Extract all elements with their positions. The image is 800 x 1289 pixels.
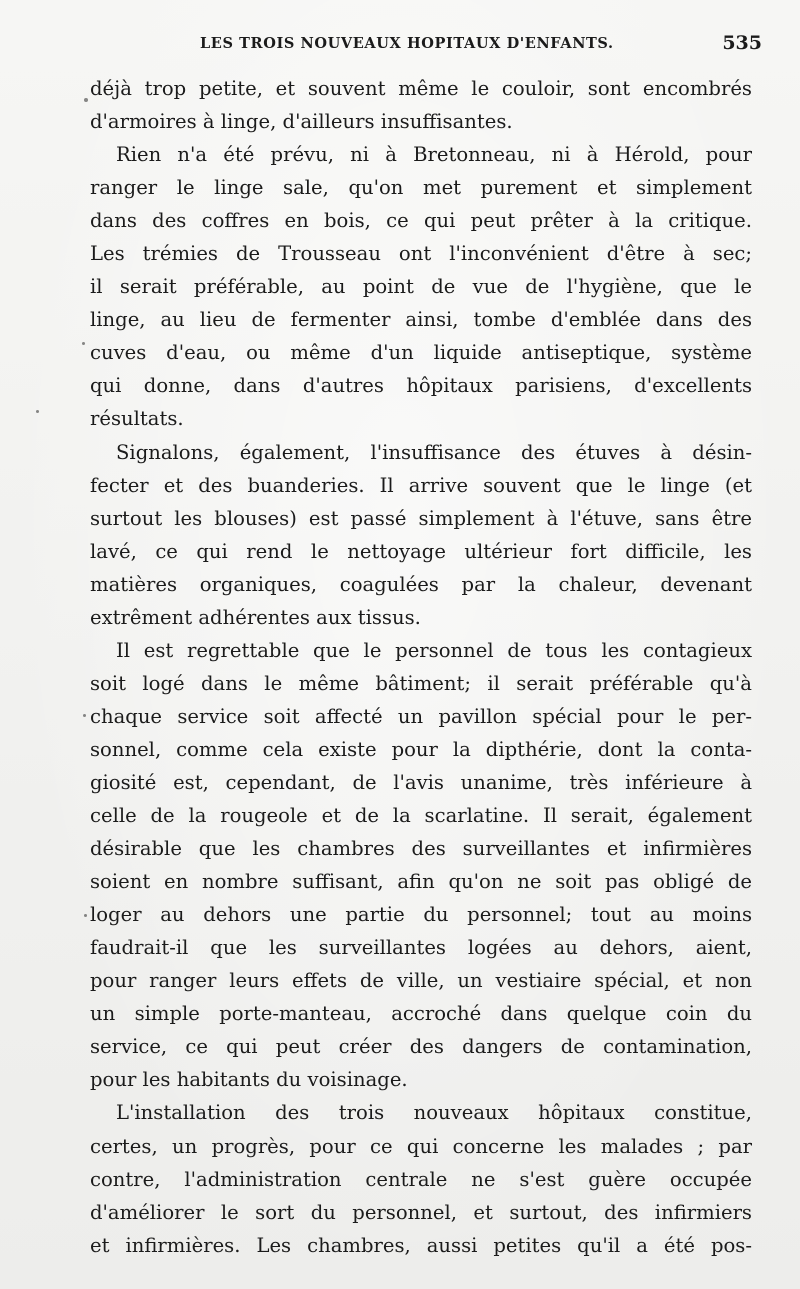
- ink-speck: [82, 342, 85, 345]
- text-line: certes, un progrès, pour ce qui concerne les malades ; par: [90, 1134, 752, 1158]
- text-line: Signalons, également, l'insuffisance des étuves à désin-: [116, 440, 752, 464]
- text-line: désirable que les chambres des surveillantes et infirmières: [90, 837, 752, 861]
- text-line: dans des coffres en bois, ce qui peut prêter à la critique.: [90, 209, 752, 233]
- text-line: soient en nombre suffisant, afin qu'on ne soit pas obligé de: [90, 870, 752, 894]
- running-title: LES TROIS NOUVEAUX HOPITAUX D'ENFANTS.: [200, 35, 614, 52]
- text-line: celle de la rougeole et de la scarlatine. Il serait, également: [90, 804, 752, 828]
- text-line: pour les habitants du voisinage.: [90, 1068, 408, 1092]
- page-header: [0, 32, 800, 61]
- ink-speck: [83, 714, 86, 717]
- ink-speck: [36, 410, 39, 413]
- text-line: résultats.: [90, 407, 184, 431]
- text-line: linge, au lieu de fermenter ainsi, tombe d'emblée dans des: [90, 308, 752, 332]
- text-line: Il est regrettable que le personnel de tous les contagieux: [116, 638, 752, 662]
- text-line: ranger le linge sale, qu'on met purement et simplement: [90, 176, 752, 200]
- text-line: soit logé dans le même bâtiment; il serait préférable qu'à: [90, 671, 752, 695]
- text-line: chaque service soit affecté un pavillon spécial pour le per-: [90, 704, 752, 728]
- ink-speck: [84, 98, 88, 102]
- text-line: fecter et des buanderies. Il arrive souvent que le linge (et: [90, 473, 752, 497]
- text-line: extrêment adhérentes aux tissus.: [90, 605, 421, 629]
- text-line: L'installation des trois nouveaux hôpitaux constitue,: [116, 1101, 752, 1125]
- text-line: Rien n'a été prévu, ni à Bretonneau, ni à Hérold, pour: [116, 143, 752, 167]
- text-line: contre, l'administration centrale ne s'est guère occupée: [90, 1167, 752, 1191]
- page-number: 535: [722, 32, 762, 54]
- text-line: Les trémies de Trousseau ont l'inconvénient d'être à sec;: [90, 242, 752, 266]
- text-line: et infirmières. Les chambres, aussi petites qu'il a été pos-: [90, 1233, 752, 1257]
- text-line: giosité est, cependant, de l'avis unanime, très inférieure à: [90, 770, 752, 794]
- text-line: qui donne, dans d'autres hôpitaux parisiens, d'excellents: [90, 374, 752, 398]
- text-line: sonnel, comme cela existe pour la dipthérie, dont la conta-: [90, 737, 752, 761]
- text-line: service, ce qui peut créer des dangers de contamination,: [90, 1035, 752, 1059]
- body-text: [90, 72, 752, 1262]
- text-line: cuves d'eau, ou même d'un liquide antiseptique, système: [90, 341, 752, 365]
- text-line: surtout les blouses) est passé simplement à l'étuve, sans être: [90, 506, 752, 530]
- text-line: déjà trop petite, et souvent même le couloir, sont encombrés: [90, 77, 752, 100]
- text-line: lavé, ce qui rend le nettoyage ultérieur fort difficile, les: [90, 539, 752, 563]
- text-line: d'améliorer le sort du personnel, et surtout, des infirmiers: [90, 1200, 752, 1224]
- text-line: loger au dehors une partie du personnel; tout au moins: [90, 903, 752, 927]
- text-line: matières organiques, coagulées par la chaleur, devenant: [90, 572, 752, 596]
- text-line: d'armoires à linge, d'ailleurs insuffisantes.: [90, 110, 513, 134]
- text-line: un simple porte-manteau, accroché dans quelque coin du: [90, 1002, 752, 1026]
- text-line: il serait préférable, au point de vue de l'hygiène, que le: [90, 275, 752, 299]
- text-line: faudrait-il que les surveillantes logées au dehors, aient,: [90, 936, 752, 960]
- ink-speck: [84, 914, 87, 917]
- text-line: pour ranger leurs effets de ville, un vestiaire spécial, et non: [90, 969, 752, 993]
